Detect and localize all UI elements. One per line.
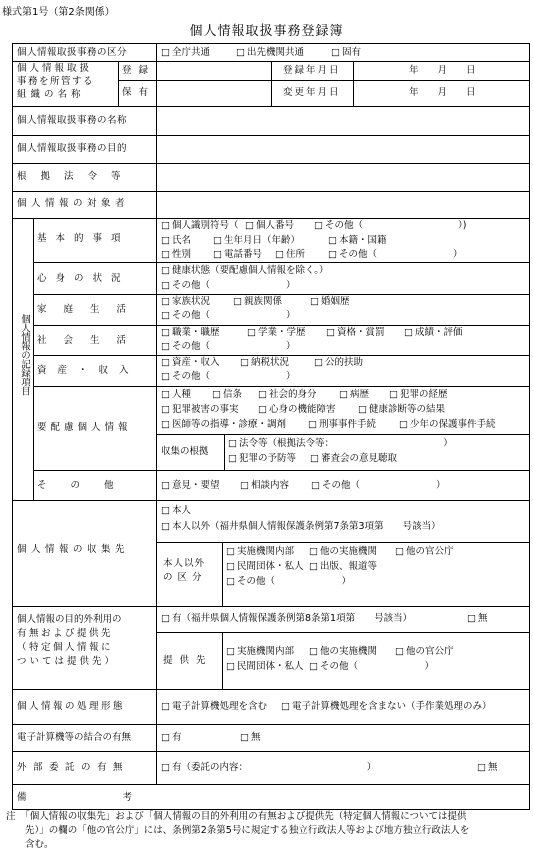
processing-manual[interactable]: □ 電子計算機処理を含まない（手作業処理のみ）: [281, 701, 492, 714]
ecombination-no[interactable]: □ 無: [240, 732, 261, 745]
family-label: 家庭生活: [37, 304, 144, 315]
change-date-value[interactable]: 年 月 日: [409, 87, 476, 98]
processing-label: 個人情報の処理形態: [17, 701, 126, 712]
social-other[interactable]: □ その他（ ）: [161, 341, 296, 354]
asset-income[interactable]: □ 資産・収入: [161, 357, 220, 370]
dept-label-line3: 組織の名称: [17, 89, 85, 100]
holding-sublabel: 保有: [122, 87, 156, 98]
page-title: 個人情報取扱事務登録簿: [189, 24, 344, 39]
ecombination-yes[interactable]: □ 有: [161, 732, 182, 745]
family-relatives[interactable]: □ 親族関係: [233, 296, 282, 309]
family-marriage[interactable]: □ 婚姻歴: [310, 296, 350, 309]
provide-label-3: （特定個人情報に: [17, 642, 114, 653]
footnote-line-3: 含む。: [6, 839, 54, 850]
name-label: 個人情報取扱事務の名称: [17, 115, 128, 126]
provide-destination-label: 提供先: [163, 655, 213, 666]
form-number: 様式第1号（第2条関係）: [2, 7, 115, 18]
source-category-label-2: の区分: [163, 572, 207, 583]
outsource-label: 外部委託の有無: [17, 762, 130, 773]
division-option-own[interactable]: □ 固有: [331, 47, 361, 60]
basic-sex[interactable]: □ 性別: [161, 249, 191, 262]
mind-other[interactable]: □ その他（ ）: [161, 280, 296, 293]
target-label: 個人情報の対象者: [17, 198, 130, 209]
source-publication[interactable]: □ 出版、報道等: [309, 561, 377, 574]
division-option-common[interactable]: □ 全庁共通: [161, 47, 210, 60]
division-label: 個人情報取扱事務の区分: [17, 47, 128, 58]
provide-private[interactable]: □ 民間団体・私人: [226, 661, 304, 674]
source-other-government[interactable]: □ 他の官公庁: [395, 546, 454, 559]
processing-computer[interactable]: □ 電子計算機処理を含む: [161, 701, 267, 714]
registration-date-value[interactable]: 年 月 日: [409, 65, 476, 76]
basic-identifier-code[interactable]: □ 個人識別符号（: [161, 220, 239, 233]
sensitive-creed[interactable]: □ 信条: [212, 389, 242, 402]
family-other[interactable]: □ その他（ ）: [161, 310, 296, 323]
source-other[interactable]: □ その他（ ）: [226, 576, 351, 589]
source-other-than-self[interactable]: □ 本人以外（福井県個人情報保護条例第7条第3項第 号該当）: [161, 521, 441, 534]
provide-label-4: ついては提供先）: [17, 656, 118, 667]
basic-label: 基本的事項: [37, 233, 130, 244]
registration-sublabel: 登録: [122, 65, 156, 76]
asset-label: 資産・収入: [37, 365, 140, 376]
source-category-label-1: 本人以外: [163, 558, 206, 569]
division-option-branch[interactable]: □ 出先機関共通: [236, 47, 304, 60]
provide-label-1: 個人情報の目的外利用の: [17, 614, 122, 625]
sensitive-juvenile-case[interactable]: □ 少年の保護事件手続: [399, 419, 496, 432]
social-label: 社会生活: [37, 335, 144, 346]
basic-name[interactable]: □ 氏名: [161, 235, 191, 248]
dept-label-line2: 事務を所管する: [17, 76, 95, 87]
dept-label-line1: 個人情報取扱: [17, 63, 93, 74]
basic-personal-number[interactable]: □ 個人番号: [245, 220, 294, 233]
mind-label: 心身の状況: [37, 273, 130, 284]
provide-label-2: 有無および提供先: [17, 628, 114, 639]
basic-domicile[interactable]: □ 本籍・国籍: [328, 235, 387, 248]
footnote: [6, 810, 526, 852]
social-qualification[interactable]: □ 資格・賞罰: [326, 327, 385, 340]
outsource-no[interactable]: □ 無: [477, 762, 498, 775]
remarks-label: 備考: [17, 792, 229, 803]
basis-label: 根拠法令等: [17, 171, 135, 182]
sensitive-health-checkup[interactable]: □ 健康診断等の結果: [358, 404, 445, 417]
collect-reason-law[interactable]: □ 法令等（根拠法令等： ）: [228, 438, 453, 451]
social-grades[interactable]: □ 成績・評価: [404, 327, 463, 340]
provide-other-government[interactable]: □ 他の官公庁: [395, 646, 454, 659]
sensitive-disability[interactable]: □ 心身の機能障害: [258, 404, 336, 417]
basic-address[interactable]: □ 住所: [275, 249, 305, 262]
other-consultation[interactable]: □ 相談内容: [240, 480, 289, 493]
outsource-yes[interactable]: □ 有（委託の内容： ）: [161, 762, 376, 775]
ecombination-label: 電子計算機等の結合の有無: [17, 732, 132, 743]
sensitive-criminal-procedure[interactable]: □ 刑事事件手続: [308, 419, 376, 432]
social-education[interactable]: □ 学業・学歴: [247, 327, 306, 340]
items-side-label: 個人情報の記録項目: [19, 314, 30, 395]
asset-tax[interactable]: □ 納税状況: [240, 357, 289, 370]
purpose-label: 個人情報取扱事務の目的: [17, 143, 128, 154]
mind-health[interactable]: □ 健康状態（要配慮個人情報を除く。）: [161, 265, 329, 278]
change-date-label: 変更年月日: [283, 87, 341, 98]
source-other-agency[interactable]: □ 他の実施機関: [309, 546, 377, 559]
source-label: 個人情報の収集先: [17, 544, 130, 555]
source-self[interactable]: □ 本人: [161, 505, 191, 518]
sensitive-label: 要配慮個人情報: [37, 422, 132, 433]
social-occupation[interactable]: □ 職業・職歴: [161, 327, 220, 340]
other-other[interactable]: □ その他（ ）: [311, 480, 446, 493]
basic-other-2[interactable]: □ その他（ ）: [328, 249, 463, 262]
provide-yes[interactable]: □ 有（福井県個人情報保護条例第8条第1項第 号該当）: [161, 613, 412, 626]
registration-form-table: [12, 43, 530, 810]
sensitive-criminal-record[interactable]: □ 犯罪の経歴: [389, 389, 448, 402]
sensitive-race[interactable]: □ 人種: [161, 389, 191, 402]
basic-birthdate[interactable]: □ 生年月日（年齢）: [213, 235, 300, 248]
registration-date-label: 登録年月日: [283, 65, 341, 76]
asset-welfare[interactable]: □ 公的扶助: [314, 357, 363, 370]
provide-no[interactable]: □ 無: [467, 613, 488, 626]
asset-other[interactable]: □ その他（ ）: [161, 371, 296, 384]
other-label: その他: [37, 480, 138, 491]
collect-reason-council[interactable]: □ 審査会の意見聴取: [310, 453, 397, 466]
source-internal[interactable]: □ 実施機関内部: [226, 546, 294, 559]
sensitive-crime-victim[interactable]: □ 犯罪被害の事実: [161, 404, 239, 417]
footnote-line-2: 先）」の欄の「他の官公庁」には、条例第2条第5号に規定する独立行政法人等および地方独立行政法人を: [6, 825, 470, 836]
family-status[interactable]: □ 家族状況: [161, 296, 210, 309]
footnote-line-1: 注 「個人情報の収集先」および「個人情報の目的外利用の有無および提供先（特定個人情報については提供: [6, 811, 467, 822]
sensitive-medical-guidance[interactable]: □ 医師等の指導・診療・調剤: [161, 419, 286, 432]
other-opinion[interactable]: □ 意見・要望: [161, 480, 220, 493]
sensitive-medical-history[interactable]: □ 病歴: [339, 389, 369, 402]
source-private[interactable]: □ 民間団体・私人: [226, 561, 304, 574]
provide-other-agency[interactable]: □ 他の実施機関: [309, 646, 377, 659]
collect-reason-crime-prevention[interactable]: □ 犯罪の予防等: [228, 453, 296, 466]
basic-phone[interactable]: □ 電話番号: [213, 249, 262, 262]
basic-other-1[interactable]: □ その他（ ）): [314, 220, 466, 233]
provide-internal[interactable]: □ 実施機関内部: [226, 646, 294, 659]
collect-reason-label: 収集の根拠: [161, 446, 209, 457]
sensitive-social-status[interactable]: □ 社会的身分: [258, 389, 317, 402]
provide-other[interactable]: □ その他（ ）: [309, 661, 434, 674]
